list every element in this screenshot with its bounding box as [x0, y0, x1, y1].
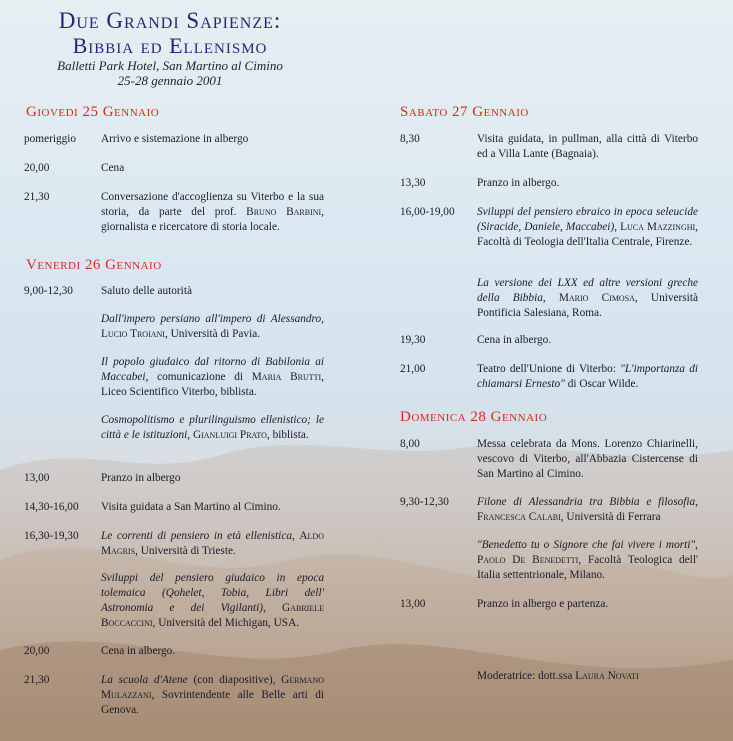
item-time: pomeriggio [24, 133, 77, 145]
item-text: Cena in albergo. [101, 645, 176, 657]
talk-title: Dall'impero persiano all'impero di Alessandro [101, 313, 322, 325]
affiliation: , Liceo Scientifico Viterbo, biblista. [101, 371, 324, 398]
item-text-continued: di Oscar Wilde. [564, 378, 639, 390]
play-title: "L'importanza di chiamarsi Ernesto" [477, 363, 699, 390]
item-time: 21,00 [400, 363, 426, 375]
item-text: Messa celebrata da Mons. Lorenzo Chiarinelli, vescovo di Viterbo, all'Abbazia Cistercense di San Martino al Cimino. [477, 438, 698, 480]
item-time: 16,30-19,30 [24, 530, 79, 542]
item-time: 19,30 [400, 334, 426, 346]
talk-title: La scuola d'Atene [101, 674, 188, 686]
item-time: 9,00-12,30 [24, 285, 73, 297]
talk-title: Filone di Alessandria tra Bibbia e filosofia [477, 496, 696, 508]
speaker-name: Paolo De Benedetti [477, 554, 579, 566]
item-text: Visita guidata a San Martino al Cimino. [101, 501, 281, 513]
item-time: 16,00-19,00 [400, 206, 455, 218]
talk-title: La versione dei LXX ed altre versioni greche della Bibbia [477, 277, 698, 304]
affiliation: , Università di Ferrara [560, 511, 661, 523]
affiliation: , Facoltà di Teologia dell'Italia Centrale, Firenze. [477, 221, 698, 248]
affiliation: , Facoltà Teologica dell' Italia settentrionale, Milano. [477, 554, 698, 581]
talk-title: Sviluppi del pensiero ebraico in epoca seleucide (Siracide, Daniele, Maccabei) [477, 206, 698, 233]
program-subtitle-title: Bibbia ed Ellenismo [72, 33, 268, 58]
speaker-name: Maria Brutti [251, 371, 322, 383]
speaker-name: Aldo Magris [101, 530, 324, 557]
talk-title: Cosmopolitismo e plurilinguismo ellenistico; le città e le istituzioni [101, 414, 324, 441]
item-text: Arrivo e sistemazione in albergo [101, 133, 249, 145]
speaker-name: Gabriele Boccaccini [101, 602, 324, 629]
program-header [0, 8, 340, 88]
item-text: Pranzo in albergo [101, 472, 181, 484]
item-time: 8,00 [400, 438, 420, 450]
item-text: Cena in albergo. [477, 334, 552, 346]
item-text: Conversazione d'accoglienza su Viterbo e la sua storia, da parte del prof. [101, 191, 324, 218]
speaker-name: Germano Mulazzani [101, 674, 324, 701]
item-time: 8,30 [400, 133, 420, 145]
affiliation: , Università Pontificia Salesiana, Roma. [477, 292, 698, 319]
item-time: 21,30 [24, 191, 50, 203]
dates: 25-28 gennaio 2001 [117, 73, 223, 88]
item-text: Cena [101, 162, 125, 174]
item-time: 20,00 [24, 645, 50, 657]
item-time: 14,30-16,00 [24, 501, 79, 513]
item-time: 9,30-12,30 [400, 496, 449, 508]
item-time: 20,00 [24, 162, 50, 174]
item-time: 21,30 [24, 674, 50, 686]
item-text: Pranzo in albergo e partenza. [477, 598, 609, 610]
program-title: Due Grandi Sapienze: [58, 8, 282, 33]
day-heading-sabato: Sabato 27 Gennaio [400, 104, 529, 120]
item-text: Pranzo in albergo. [477, 177, 560, 189]
item-text: , comunicazione di [145, 371, 244, 383]
speaker-name: Mario Cimosa [558, 292, 635, 304]
affiliation: , Università di Pavia. [164, 328, 261, 340]
affiliation: , biblista. [266, 429, 309, 441]
item-time: 13,00 [400, 598, 426, 610]
affiliation: , Sovrintendente alle Belle arti di Genova. [101, 689, 324, 716]
speaker-name: Lucio Troiani [101, 328, 165, 340]
item-text: Moderatrice: dott.ssa [477, 670, 573, 682]
venue: Balletti Park Hotel, San Martino al Cimino [57, 58, 283, 73]
affiliation: , Università del Michigan, USA. [152, 617, 300, 629]
day-heading-venerdi: Venerdi 26 Gennaio [26, 257, 162, 273]
speaker-name: Francesca Calabi [477, 511, 561, 523]
item-time: 13,00 [24, 472, 50, 484]
speaker-name: Gianluigi Prato [192, 429, 267, 441]
affiliation: , Università di Trieste. [135, 545, 236, 557]
item-text: Saluto delle autorità [101, 285, 192, 297]
speaker-name: Luca Mazzinghi [620, 221, 696, 233]
talk-title: Il popolo giudaico dal ritorno di Babilonia ai Maccabei [101, 356, 324, 383]
day-heading-giovedi: Giovedi 25 Gennaio [26, 104, 160, 120]
talk-title: "Benedetto tu o Signore che fai vivere i morti" [477, 539, 696, 551]
speaker-name: Bruno Barbini [246, 206, 322, 218]
speaker-name: Laura Novati [575, 670, 639, 682]
item-time: 13,30 [400, 177, 426, 189]
item-text: Visita guidata, in pullman, alla città di Viterbo ed a Villa Lante (Bagnaia). [477, 133, 698, 160]
talk-title: Le correnti di pensiero in età ellenistica [101, 530, 292, 542]
item-text: (con diapositive), [187, 674, 276, 686]
item-text-continued: , giornalista e ricercatore di storia locale. [101, 206, 325, 233]
item-text: Teatro dell'Unione di Viterbo: [477, 363, 616, 375]
talk-title: Sviluppi del pensiero giudaico in epoca tolemaica (Qohelet, Tobia, Libri dell' Astronomia e dei Vigilanti) [101, 572, 324, 614]
day-heading-domenica: Domenica 28 Gennaio [400, 409, 548, 425]
